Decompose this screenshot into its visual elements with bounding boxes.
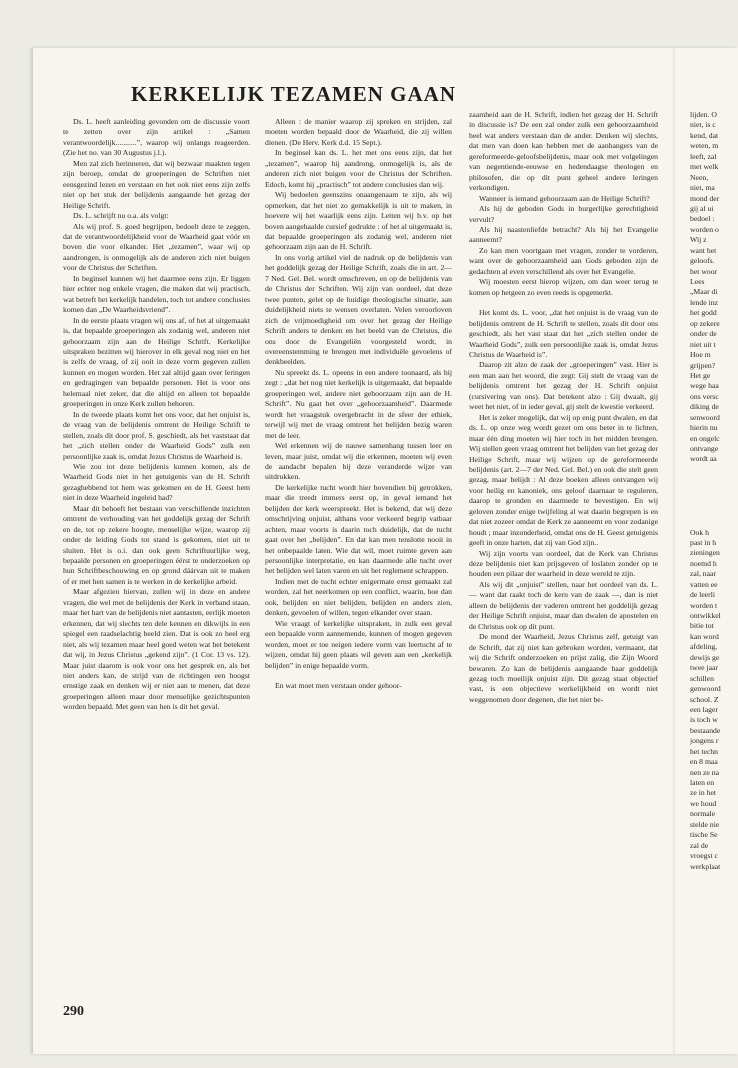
- column-line: [690, 465, 738, 475]
- column-line: tische Se: [690, 830, 718, 840]
- column-line: dewijs ge: [690, 652, 720, 662]
- column-line: onder de: [690, 329, 717, 339]
- column-line: mond der: [690, 193, 720, 203]
- paragraph: Wij bedoelen geenszins onaangenaam te zijn, als wij opmerken, dat het niet zo gemakkelijk is uit te maken, in hoevere wij het waarlijk eens zijn. Letten wij b.v. op het boven aangehaalde cursief gedrukte : of het al uitgemaakt is, dat bepaalde groeperingen als zodanig wel, anderen niet gehoorzaam zijn aan de H. Schrift.: [265, 190, 452, 252]
- column-line: wege haa: [690, 381, 719, 391]
- column-line: bedoel :: [690, 214, 715, 224]
- column-line: en 8 maa: [690, 757, 718, 767]
- paragraph: Men zal zich herinneren, dat wij bezwaar maakten tegen zijn beroep, omdat de groeperingen de Schriften niet eensgezind lezen en verstaan en het ook niet eens zijn zelfs niet op het stuk der belijdenis aangaande het gezag der Heilige Schrift.: [63, 158, 250, 210]
- paragraph: Nu spreekt ds. L. opeens in een andere toonaard, als hij zegt : „dat het nog niet kerkelijk is uitgemaakt, dat bepaalde groeperingen wel, andere niet gehoorzaam zijn aan de H. Schrift”. Nu gaat het over „gehoorzaamheid”. Daarmede wordt het vraagstuk overgebracht in de sfeer der ethiek, terwijl wij met de vraag omtrent het belijden bezig waren met de leer.: [265, 367, 452, 440]
- column-line: senwoord: [690, 412, 720, 422]
- column-line: past in h: [690, 537, 717, 547]
- column-line: grijpen?: [690, 360, 716, 370]
- paragraph: Als hij de geboden Gods in burgerlijke gerechtigheid vervult?: [469, 204, 658, 224]
- paragraph: Maar dit behoeft het bestaan van verschillende inzichten omtrent de verhouding van het goddelijk gezag der Schrift en de, tot op zekere hoogte, menselijke wijze, waarop zij onder de leiding Gods tot stand is gekomen, niet uit te sluiten. Het is o.i. dan ook geen Schriftuurlijke weg, bepaalde personen en groeperingen éérst te onderzoeken op hun Schriftbeschouwing en op grond dáárvan uit te maken of er met hen samen is te werken in de kerkelijke arbeid.: [63, 503, 250, 586]
- paragraph: Wie vraagt of kerkelijke uitspraken, in zulk een geval een bepaalde vorm aannemende, kunnen of mogen gegeven worden, moet er toe neigen iedere vorm van leertucht af te wijzen, omdat hij geen plaats wil geven aan een „kerkelijk belijden” in enige bepaalde vorm.: [265, 618, 452, 670]
- column-line: [690, 496, 738, 506]
- column-line: worden o: [690, 224, 719, 234]
- paragraph: Als wij dit „onjuist” stellen, naar het oordeel van ds. L. — want dat raakt toch de kern van de zaak —, dan is niet alleen de belijdenis der vaderen omtrent het goddelijk gezag der Heilige Schrift onjuist, maar dan dwalen de apostelen en de Christus ook op dit punt.: [469, 579, 658, 631]
- column-line: het techn: [690, 746, 718, 756]
- column-line: „Maar di: [690, 287, 718, 297]
- column-line: het godd: [690, 308, 717, 318]
- column-line: ons versc: [690, 391, 719, 401]
- column-line: lende inz: [690, 297, 718, 307]
- column-line: ze in het: [690, 788, 717, 798]
- column-line: ontwikkel: [690, 611, 721, 620]
- column-line: school. Z: [690, 694, 719, 704]
- column-line: geloofs.: [690, 256, 715, 266]
- paragraph: Ds. L. schrijft nu o.a. als volgt:: [73, 211, 169, 221]
- column-line: Het ge: [690, 370, 711, 380]
- paragraph: Wel erkennen wij de nauwe samenhang tussen leer en leven, maar juist, omdat wij die erkennen, moeten wij even de aandacht bepalen bij deze veranderde wijze van uitdrukken.: [265, 441, 452, 482]
- paragraph: In beginsel kunnen wij het daarmee eens zijn. Er liggen hier echter nog enkele vragen, die maken dat wij practisch, wat betreft het kerkelijk handelen, toch tot andere conclusies komen dan „De Waarheidsvriend”.: [63, 273, 250, 315]
- column-line: [690, 517, 738, 527]
- magazine-page: [33, 48, 738, 1054]
- column-line: genwoord: [690, 684, 721, 694]
- column-line: normale: [690, 809, 716, 819]
- column-line: niet, is c: [690, 120, 716, 130]
- column-line: met welk: [690, 162, 719, 172]
- article-title: KERKELIJK TEZAMEN GAAN: [131, 82, 456, 106]
- column-line: hierin nu: [690, 423, 718, 433]
- column-line: kend, dat: [690, 130, 719, 140]
- paragraph: Wie zou tot deze belijdenis kunnen komen, als de Waarheid Gods niet in het getuigenis van de H. Schrift gezaghebbend tot hem was gekomen en de H. Geest hem niet in deze Waarheid ingeleid had?: [63, 461, 250, 503]
- column-line: stelde nie: [690, 819, 720, 829]
- paragraph: Wij moesten eerst hierop wijzen, om dan weer terug te komen op hetgeen zo even reeds is opgemerkt.: [469, 277, 658, 297]
- column-line: zal de: [690, 840, 709, 850]
- paragraph: Het komt ds. L. voor, „dat het onjuist is de vraag van de belijdenis omtrent de H. Schrift te stellen, zoals dit door ons geschiedt, als het vast staat dat het „zich stellen onder de Waarheid Gods”, zulk een persoonlijke zaak is, omdat Jezus Christus de Waarheid is”.: [469, 308, 658, 359]
- paragraph: Ds. L. heeft aanleiding gevonden om de discussie voort te zetten over zijn artikel : „Samen verantwoordelijk...........”, waarop wij onlangs reageerden. (Zie het no. van 30 Augustus j.l.).: [63, 117, 250, 158]
- text-column-3: [469, 110, 658, 705]
- paragraph: In beginsel kan ds. L. het met ons eens zijn, dat het „tezamen”, waarop hij aandrong, onmogelijk is, als de anderen zich niet buigen voor de Christus der Schriften. Edoch, komt hij „practisch” tot andere conclusies dan wij.: [265, 148, 452, 189]
- column-line: op zekere: [690, 318, 720, 328]
- column-line: Wij z: [690, 235, 707, 245]
- paragraph: Wij zijn voorts van oordeel, dat de Kerk van Christus deze belijdenis niet kan prijsgeven of loslaten zonder op te houden een pilaar der waarheid in deze wereld te zijn.: [469, 548, 658, 579]
- column-line: zieningen: [690, 548, 720, 558]
- column-line: vroegst c: [690, 851, 718, 861]
- text-column-1: [63, 117, 250, 713]
- column-line: weten, m: [690, 141, 719, 151]
- paragraph: Als hij naastenliefde betracht? Als hij het Evangelie aanneemt?: [469, 224, 658, 245]
- column-line: de leerli: [690, 590, 715, 600]
- paragraph: Wanneer is iemand gehoorzaam aan de Heilige Schrift?: [479, 193, 650, 203]
- column-line: zal, naar: [690, 569, 717, 579]
- column-line: Hoe m: [690, 350, 711, 360]
- column-line: noemd h: [690, 558, 717, 568]
- column-line: Neen,: [690, 172, 709, 182]
- column-line: vatten ee: [690, 579, 718, 589]
- column-line: want het: [690, 245, 717, 255]
- paragraph: In de eerste plaats vragen wij ons af, of het al uitgemaakt is, dat bepaalde groeperingen als zodanig wel, anderen niet gehoorzaam zijn aan de Heilige Schrift. Kerkelijke uitspraken bezitten wij hierover in elk geval nog niet en het is zelfs de vraag, of zij ooit in deze vorm gegeven zullen kunnen en mogen worden. Het zal altijd gaan over leringen en gedragingen van bepaalde personen. Het is voor ons helemaal niet zeker, dat die altijd en alleen tot bepaalde groeperingen in onze Kerk zullen behoren.: [63, 315, 250, 409]
- paragraph: Zo kan men voortgaan met vragen, zonder te vorderen, want over de gehoorzaamheid aan Gods geboden zijn de gedachten al even verschillend als over het Evangelie.: [469, 245, 658, 276]
- column-line: Ook h: [690, 527, 710, 537]
- column-line: worden t: [690, 600, 718, 610]
- column-line: werkplaat: [690, 861, 721, 871]
- column-line: [690, 486, 738, 496]
- column-line: een lager: [690, 704, 718, 714]
- paragraph: En wat moet men verstaan onder gehoor-: [275, 681, 402, 691]
- column-line: jongens r: [690, 736, 719, 746]
- column-line: twee jaar: [690, 663, 718, 673]
- column-line: leeft, zal: [690, 151, 717, 161]
- column-line: het woor: [690, 266, 718, 276]
- column-line: nen ze na: [690, 767, 720, 777]
- paragraph: Alleen : de manier waarop zij spreken en strijden, zal moeten worden bepaald door de Waarheid, die zij willen dienen. (De Herv. Kerk d.d. 15 Sept.).: [265, 117, 452, 147]
- paragraph: De kerkelijke tucht wordt hier bovendien bij getrokken, maar die treedt immers eerst op, in geval iemand het belijden der kerk weerspreekt. Het is bekend, dat wij deze omschrijving onjuist, althans voor verkeerd begrip vatbaar achten, maar voorts is daarin toch duidelijk, dat de tucht gaat over het „belijden”. En dat kan men tenslotte nooit in het onbepaalde laten. Wie dat wil, moet ruimte geven aan persoonlijke interpretatie, en kan daarmede alle tucht over het belijden wel laten varen en uit het reglement schrappen.: [265, 482, 452, 576]
- column-line: diking de: [690, 402, 719, 412]
- column-line: [690, 475, 738, 485]
- column-line: [690, 507, 738, 517]
- column-line: schillen: [690, 673, 714, 683]
- column-line: Lees: [690, 277, 705, 286]
- paragraph: Maar afgezien hiervan, zullen wij in deze en andere vragen, die wel met de belijdenis der Kerk in verband staan, maar het hart van de belijdenis niet aantasten, eerlijk moeten erkennen, dat wij slechts ten dele kennen en dikwijls in een spiegel een raadselachtig beeld zien. Dat is ook zo heel erg niet, als wij tezamen maar heel goed weten wat het betekent dat wij, in Jezus Christus „gekend zijn”. (1 Cor. 13 vs. 12). Maar juist daarom is ook voor ons het gesprek en, als het niet anders kan, de strijd van de richtingen een hoogst ernstige zaak en denken wij er niet aan te menen, dat deze groeperingen alleen maar door menselijke gezichtspunten worden bepaald. Met geen van hen is dit het geval.: [63, 587, 250, 712]
- column-line: gij al ui: [690, 203, 714, 213]
- column-line: lijden. O: [690, 110, 717, 119]
- column-line: kan word: [690, 631, 719, 641]
- column-line: laten en: [690, 778, 715, 787]
- column-line: afdeling,: [690, 642, 718, 652]
- paragraph: Daarop zit alzo de zaak der „groeperingen” vast. Hier is een man aan het woord, die zegt: Gij stelt de vraag van de belijdenis omtrent het gezag der H. Schrift onjuist (cursivering van ons). Dat betekent alzo : Gij dwaalt, gij weet het niet, of in ieder geval, gij stelt de kwestie verkeerd.: [469, 360, 658, 412]
- column-line: is toch w: [690, 715, 718, 725]
- column-line: niet, ma: [690, 183, 715, 193]
- paragraph: Indien met de tucht echter enigermate ernst gemaakt zal worden, zal het neerkomen op een conflict, waarin, hoe dan ook, belijden en niet belijden, belijden en anders zien, denken, gevoelen of willen, tegen elkander over staan.: [265, 576, 452, 618]
- column-line: bitie tot: [690, 621, 714, 631]
- column-line: niet uit t: [690, 339, 716, 349]
- paragraph: Het is zeker mogelijk, dat wij op enig punt dwalen, en dat ds. L. op onze weg wordt gezet om ons beter in te lichten, maar één ding moeten wij hier toch in het midden brengen. Wij stellen geen vraag omtrent het belijden van het gezag der Heilige Schrift, maar wij wijzen op de gereformeerde belijdenis (art. 2—7 der Ned. Gel. Bel.) en ook die stelt geen gezag, maar belijdt : Al deze boeken alleen ontvangen wij voor heilig en kanoniek, ons geloof daarnaar te reguleren, daarop te gronden en daarmede te bevestigen. En wij geloven zonder enige twijfeling al wat daarin begrepen is en dat niet zozeer omdat de Kerk ze aanneemt en voor zodanige houdt ; maar inzonderheid, omdat ons de H. Geest getuigenis geeft in onze harten, dat zij van God zijn..: [469, 412, 658, 548]
- paragraph: zaamheid aan de H. Schrift, indien het gezag der H. Schrift in discussie is? De een zal onder zulk een gehoorzaamheid heel wat anders verstaan dan de ander. Denken wij slechts, dat men van doen kan hebben met de aanhangers van de gereformeerde-geloofsbelijdenis, maar ook met volgelingen van negentiende-eeuwse en hedendaagse theologen en philosofen, die op dit punt geheel andere leringen verkondigen.: [469, 110, 658, 193]
- paragraph: In de tweede plaats komt het ons voor, dat het onjuist is, de vraag van de belijdenis omtrent de Heilige Schrift te stellen, zoals dit door prof. S. geschiedt, als het vaststaat dat het „zich stellen onder de Waarheid Gods” zulk een persoonlijke zaak is, omdat Jezus Christus de Waarheid is.: [63, 409, 250, 461]
- page-number: 290: [63, 1004, 84, 1019]
- text-column-2: [265, 117, 452, 691]
- column-line: ontvange: [690, 444, 719, 453]
- column-line: en ongelc: [690, 433, 720, 443]
- column-line: we houd: [690, 798, 717, 808]
- column-line: bestaande: [690, 725, 721, 735]
- text-column-4-cropped: [690, 110, 738, 872]
- paragraph: Als wij prof. S. goed begrijpen, bedoelt deze te zeggen, dat de verantwoordelijkheid voor de Waarheid gaat vóór en boven die voor elkander. Het „tezamen”, waar wij op aandrongen, is onmogelijk als de anderen zich niet buigen voor de Christus der Schriften.: [63, 221, 250, 273]
- column-line: wordt aa: [690, 454, 717, 464]
- paragraph: De mond der Waarheid, Jezus Christus zelf, getuigt van de Schrift, dat zij niet kan gebroken worden, vermaant, dat wij die Schrift onderzoeken en prijst zalig, die Zijn Woord bewaren. Zo kan de belijdenis aangaande haar goddelijk gezag toch moeilijk onjuist zijn. Dit gezag staat objectief vast, is een objectieve werkelijkheid en wordt niet weggenomen door degenen, die het niet be-: [469, 632, 658, 704]
- paragraph: In ons vorig artikel viel de nadruk op de belijdenis van het goddelijk gezag der Heilige Schrift, zoals die in art. 2—7 Ned. Gel. Bel. wordt omschreven, en op de belijdenis van de Christus der Schriften. Wij zijn van oordeel, dat deze twee punten, gelet op de huidige theologische situatie, aan duidelijkheid niets te wensen overlaten. Velen veroorloven zich de vrijmoedigheid om over het gezag der Heilige Schrift anders te denken en het beeld van de Christus, die ons door de Evangeliën voorgesteld wordt, in overeenstemming te brengen met individuële gevoelens of denkbeelden.: [265, 252, 452, 367]
